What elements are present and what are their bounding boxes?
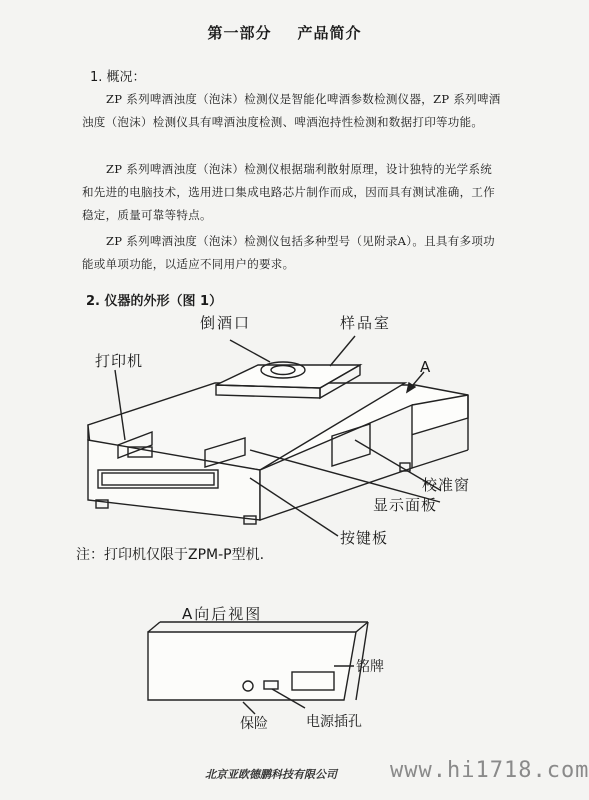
label-sample-room: 样品室 [340, 314, 392, 332]
paragraph-3: ZP 系列啤酒浊度（泡沫）检测仪包括多种型号（见附录A）。且具有多项功能或单项功能，以适应不同用户的要求。 [82, 234, 495, 271]
section2-heading: 2. 仪器的外形（图 1） [86, 294, 223, 309]
paragraph-2: ZP 系列啤酒浊度（泡沫）检测仪根据瑞利散射原理，设计独特的光学系统和先进的电脑技术，选用进口集成电路芯片制作而成，因而具有测试准确，工作稳定，质量可靠等特点。 [82, 162, 495, 222]
title-part: 第一部分 [207, 24, 272, 42]
label-arrow-a: A [420, 358, 431, 376]
label-display-panel: 显示面板 [373, 496, 438, 514]
figure2-title: A向后视图 [182, 605, 263, 623]
note-text: 注：打印机仅限于ZPM-P型机. [76, 547, 265, 563]
label-printer: 打印机 [95, 352, 144, 370]
label-power-socket: 电源插孔 [306, 714, 362, 730]
paragraph-1: ZP 系列啤酒浊度（泡沫）检测仪是智能化啤酒参数检测仪器，ZP 系列啤酒浊度（泡沫）检测仪具有啤酒浊度检测、啤酒泡持性检测和数据打印等功能。 [82, 92, 501, 129]
label-pour-port: 倒酒口 [200, 314, 252, 332]
title-name: 产品简介 [297, 24, 362, 42]
footer-company: 北京亚欧德鹏科技有限公司 [205, 768, 337, 781]
label-fuse: 保险 [240, 716, 268, 732]
label-nameplate: 铭牌 [356, 659, 384, 675]
watermark: www.hi1718.com [390, 758, 589, 783]
section1-heading: 1. 概况： [90, 70, 146, 85]
label-calibration-window: 校准窗 [422, 476, 471, 494]
label-keypad: 按键板 [340, 529, 389, 547]
